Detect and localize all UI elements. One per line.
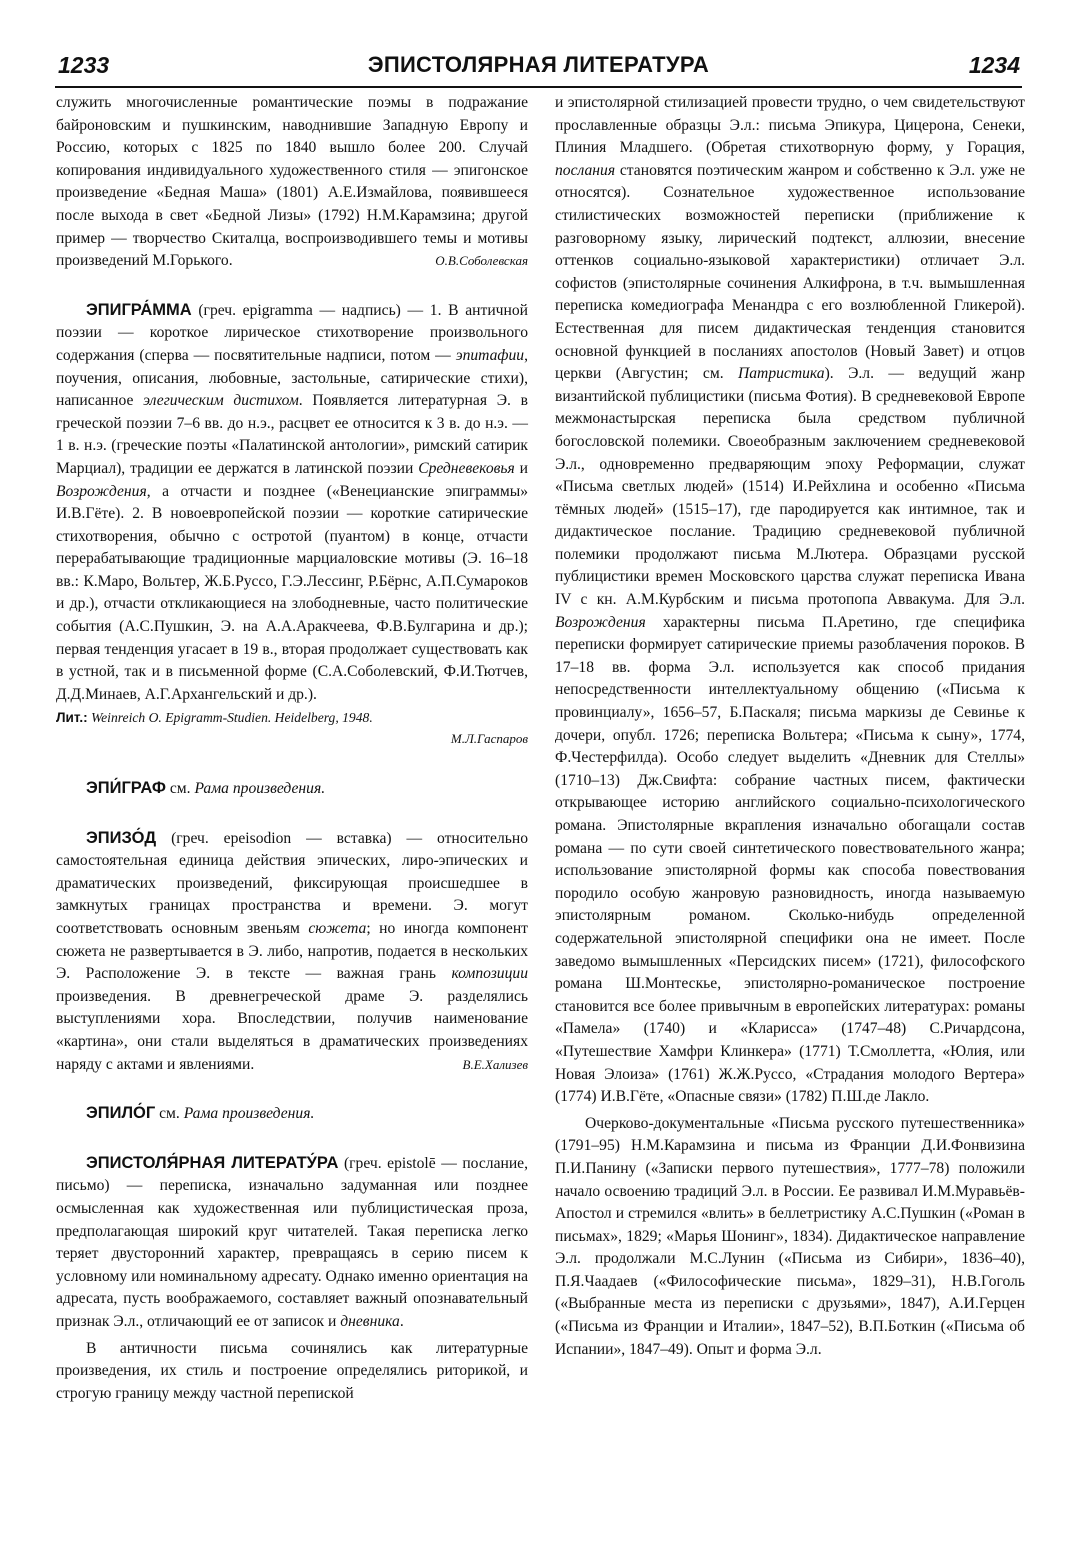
entry-text: ; но иногда компонент сюжета не развертывается в Э. либо, напротив, подается в нескольких Э. Расположение Э. в тексте — важная грань: [56, 920, 528, 983]
headword: ЭПИЛО́Г: [86, 1104, 156, 1123]
paragraph-text: характерны письма П.Аретино, где специфика переписки формирует сатирические приемы разоблачения пороков. В 17–18 вв. форма Э.л. используется как способ придания непосредственности интеллектуальному общению («Письма к провинциалу», 1656–57, Б.Паскаля; письма маркизы де Севинье к дочери, опубл. 1726; переписка Вольтера; «Письма к сыну», 1774, Ф.Честерфилда). Особо следует выделить «Дневник для Стеллы» (1710–13) Дж.Свифта: собрание частных писем, фактически открывающее историю английского социально-психологического романа. Эпистолярные вкрапления изначально обогащали состав романа — по сути своей синтетического повествовательного жанра; использование эпистолярной формы как способа повествования породило особую жанровую разновидность, иногда называемую эпистолярным романом. Сколько-нибудь определенной содержательной эпистолярной специфики она не имеет. После заведомо вымышленных «Персидских писем» (1721), философского романа Ш.Монтескье, эпистолярно-романическое построение становится все более привычным в европейских литературах: романы «Памела» (1740) и «Кларисса» (1747–48) С.Ричардсона, «Путешествие Хамфри Клинкера» (1771) Т.Смоллетта, «Юлия, или Новая Элоиза» (1761) Ж.Ж.Руссо, «Страдания молодого Вертера» (1774) И.В.Гёте, «Опасные связи» (1782) П.Ш.де Лакло.: [555, 613, 1025, 1106]
page-header: [55, 52, 1022, 86]
entry-epigraf: [56, 777, 528, 801]
author-signature: О.В.Соболевская: [435, 253, 528, 269]
entry-body: [56, 827, 528, 1077]
entry-text: . Появляется литературная Э. в греческой поэзии 7–6 вв. до н.э., расцвет ее относится к 3 в. до н.э. — 1 в. н.э. (греческие поэты «Палатинской антологии», римский сатирик Марциал), традиции ее держатся в латинской поэзии: [56, 392, 528, 477]
entry-text: и: [514, 459, 528, 477]
entry-text: произведения. В древнегреческой драме Э. разделялись выступлениями хора. Впоследствии, получив наименование «картина», они стали выделяться в драматических произведениях наряду с актами и явлениями.: [56, 987, 528, 1073]
right-column: [555, 92, 1025, 1361]
literature-label: Лит.:: [56, 710, 88, 726]
entry-body: [56, 299, 528, 707]
entry-text: (греч. epigramma — надпись) — 1. В античной поэзии — короткое лирическое стихотворение произвольного содержания (сперва — посвятительные надписи, потом —: [56, 301, 528, 364]
cross-reference-link[interactable]: Патристика: [738, 365, 825, 383]
paragraph-text: служить многочисленные романтические поэмы в подражание байроновским и пушкинским, наводнившие Западную Европу и Россию, которых с 1825 по 1840 вышло более 200. Случай копирования индивидуального художественного стиля — эпигонское произведение «Бедная Маша» (1801) А.Е.Измайлова, появившееся после выхода в свет «Бедной Лизы» (1792) Н.М.Карамзина; другой пример — творчество Скиталца, воспроизводившего темы и мотивы произведений М.Горького.: [56, 94, 528, 270]
paragraph: Очерково-документальные «Письма русского путешественника» (1791–95) Н.М.Карамзина и письма из Франции Д.И.Фонвизина П.И.Панину («Записки первого путешествия», 1777–78) положили начало освоению традиций Э.л. в России. Ее развивал И.М.Муравьёв-Апостол и стремился «влить» в беллетристику А.С.Пушкин («Роман в письмах», 1829; «Марья Шонинг», 1834). Дидактическое направление Э.л. продолжали М.С.Лунин («Письма из Сибири», 1836–40), П.Я.Чаадаев («Философические письма», 1829–31), Н.В.Гоголь («Выбранные места из переписки с друзьями», 1847), А.И.Герцен («Письма из Франции и Италии», 1847–52), В.П.Боткин («Письма об Испании», 1847–49). Опыт и форма Э.л.: [555, 1114, 1025, 1358]
entry-text: .: [399, 1312, 404, 1330]
headword: ЭПИ́ГРАФ: [86, 779, 166, 798]
cross-reference-link[interactable]: послания: [555, 161, 616, 179]
entry-epizod: [56, 827, 528, 1077]
entry-text: см.: [165, 780, 195, 798]
entry-body: [56, 1152, 528, 1334]
entry-body: [56, 777, 528, 801]
cross-reference-link[interactable]: Возрождения: [555, 613, 646, 631]
cross-reference-link[interactable]: Рама произведения.: [183, 1105, 315, 1123]
cross-reference-link[interactable]: композиции: [451, 965, 528, 983]
page-number-right: 1234: [968, 52, 1020, 78]
page-number-left: 1233: [58, 52, 110, 78]
entry-epigramma: [56, 299, 528, 751]
paragraph-text: ). Э.л. — ведущий жанр византийской публицистики (письма Фотия). В средневековой Европе межмонастырская переписка была средством публичной богословской полемики. Своеобразным заключением средневековой Э.л., одновременно предваряющим эпоху Реформации, служат «Письма светлых людей» (1514) И.Рейхлина и особенно «Письма тёмных людей» (1515–17), где пародируется как интимное, так и дидактическое послание. Традицию средневековой публичной полемики продолжают письма М.Лютера. Образцами русской публицистики времен Московского царства служат переписка Ивана IV с кн. А.М.Курбским и письма протопопа Аввакума. Для Э.л.: [555, 365, 1026, 609]
running-title: ЭПИСТОЛЯРНАЯ ЛИТЕРАТУРА: [367, 52, 710, 77]
cross-reference-link[interactable]: сюжета: [308, 920, 367, 937]
literature-text: Weinreich O. Epigramm-Studien. Heidelberg, 1948.: [87, 710, 373, 726]
header-rule: [55, 86, 1022, 88]
entry-text: , поучения, описания, любовные, застольные, сатирические стихи), написанное: [56, 346, 528, 410]
entry-text: , а отчасти и позднее («Венецианские эпиграммы» И.В.Гёте). 2. В новоевропейской поэзии — короткие сатирические стихотворения, обычно с остротой (пуантом) в конце, отчасти перерабатывающие традиционные марциаловские мотивы (Э. 16–18 вв.: К.Маро, Вольтер, Ж.Б.Руссо, Г.Э.Лессинг, Р.Бёрнс, А.П.Сумароков и др.), отчасти откликающиеся на злободневные, часто политические события (А.С.Пушкин, Э. на А.А.Аракчеева, Ф.В.Булгарина и др.); первая тенденция угасает в 19 в., вторая продолжает существовать как в устной, так и в письменной форме (С.А.Соболевский, Ф.И.Тютчев, Д.Д.Минаев, А.Г.Архангельский и др.).: [56, 482, 528, 703]
cross-reference-link[interactable]: эпитафии: [455, 346, 525, 364]
author-signature: М.Л.Гаспаров: [450, 731, 528, 747]
paragraph: В античности письма сочинялись как литературные произведения, их стиль и построение определялись риторикой, и строгую границу между частной перепиской: [56, 1339, 528, 1402]
paragraph-text: становятся поэтическим жанром и собственно к Э.л. уже не относятся). Сознательное художественное использование стилистических возможностей переписки (приближение к разговорному языку, лирический подтекст, аллюзии, внесение оттенков социально-языковой характеристики) отличает Э.л. софистов (эпистолярные сочинения Алкифрона, в т.ч. вымышленная переписка комедиографа Менандра с его возлюбленной Гликерой). Естественная для писем дидактическая тенденция становится основной функцией в посланиях апостолов (Новый Завет) и отцов церкви (Августин; см.: [555, 161, 1025, 383]
cross-reference-link[interactable]: Средневековья: [418, 459, 515, 477]
left-column: [56, 92, 528, 1405]
cross-reference-link[interactable]: Возрождения: [56, 482, 147, 500]
entry-text: (греч. epistolē — послание, письмо) — переписка, изначально задуманная или позднее осмысленная как художественная или публицистическая проза, предполагающая широкий круг читателей. Такая переписка легко теряет двусторонний характер, превращаясь в серию писем к условному или номинальному адресату. Однако именно ориентация на адресата, пусть воображаемого, составляет важный опознавательный признак Э.л., отличающий ее от записок и: [56, 1154, 528, 1330]
headword: ЭПИСТОЛЯ́РНАЯ ЛИТЕРАТУ́РА: [86, 1153, 339, 1172]
author-signature: В.Е.Хализев: [462, 1056, 528, 1072]
entry-body: [56, 1102, 528, 1126]
headword: ЭПИЗО́Д: [86, 828, 157, 847]
cross-reference-link[interactable]: элегическим дистихом: [143, 392, 299, 410]
cross-reference-link[interactable]: дневника: [340, 1312, 400, 1330]
entry-epistolyarnaya: [56, 1152, 528, 1406]
paragraph: [555, 92, 1025, 1109]
entry-epilog: [56, 1102, 528, 1126]
entry-text: (греч. epeisodion — вставка) — относительно самостоятельная единица действия эпических, лиро-эпических и драматических произведений, фиксирующая происшедшее в замкнутых границах пространства и времени. Э. могут соответствовать основным звеньям: [56, 829, 528, 937]
continued-paragraph: [56, 92, 528, 273]
paragraph-text: и эпистолярной стилизацией провести трудно, о чем свидетельствуют прославленные образцы Э.л.: письма Эпикура, Цицерона, Сенеки, Плиния Младшего. (Обретая стихотворную форму, у Горация,: [555, 94, 1025, 157]
literature-reference: [56, 708, 528, 728]
cross-reference-link[interactable]: Рама произведения.: [194, 780, 326, 798]
entry-text: см.: [155, 1105, 184, 1123]
headword: ЭПИГРА́ММА: [86, 300, 192, 319]
